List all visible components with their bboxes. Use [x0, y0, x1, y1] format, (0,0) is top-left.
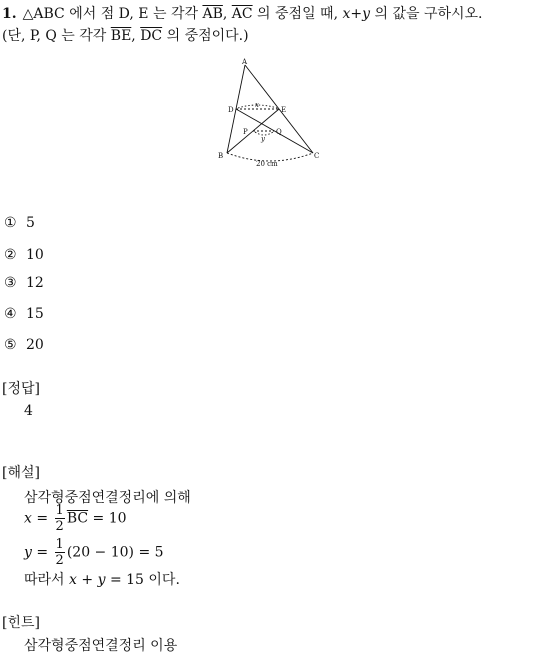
question-condition: [2, 25, 249, 45]
question-stem: [2, 3, 483, 23]
plus-sign: +: [350, 6, 363, 22]
choice-1[interactable]: [4, 215, 35, 231]
choice-mark: ⑤: [4, 337, 17, 353]
conclusion-text-1: 따라서: [24, 572, 70, 588]
var-y: y: [362, 6, 371, 22]
hint-heading: [힌트]: [2, 615, 40, 631]
segment-ab: $\overline{AB}$: [202, 6, 223, 22]
choice-mark: ③: [4, 275, 17, 291]
stem-text-1: △ABC 에서 점 D, E 는 각각: [22, 6, 203, 22]
eq3-rhs: (20 − 10) = 5: [66, 544, 164, 561]
fraction-half-1: $\frac{1}{2}$: [55, 503, 64, 534]
hint-text: 삼각형중점연결정리 이용: [24, 638, 178, 654]
fraction-half-2: $\frac{1}{2}$: [55, 537, 64, 568]
label-e: E: [281, 106, 287, 114]
segment-bc: $\overline{BC}$: [66, 510, 89, 527]
choice-mark: ②: [4, 247, 17, 263]
answer-value: 4: [24, 403, 33, 419]
question-number: 1.: [2, 6, 17, 22]
label-b: B: [218, 152, 224, 160]
eq2-lhs: x =: [24, 510, 53, 527]
explanation-line-2: [24, 504, 127, 533]
choice-value: 15: [26, 306, 44, 322]
cond-text-2: ,: [131, 28, 141, 44]
label-p: P: [243, 128, 248, 136]
stem-text-2: ,: [222, 6, 232, 22]
label-x: x: [255, 101, 259, 109]
choice-mark: ④: [4, 306, 17, 322]
conclusion-var-y: y: [97, 572, 106, 588]
choice-value: 5: [26, 215, 35, 231]
choice-5[interactable]: [4, 337, 44, 353]
choice-3[interactable]: [4, 275, 44, 291]
label-base: 20 cm: [256, 160, 278, 168]
stem-text-3: 의 중점일 때,: [252, 6, 343, 22]
label-d: D: [228, 106, 234, 114]
conclusion-plus: +: [76, 572, 98, 588]
explanation-line-3: [24, 538, 164, 567]
segment-dc: $\overline{DC}$: [140, 28, 163, 44]
conclusion-text-2: = 15 이다.: [105, 572, 180, 588]
explanation-heading: [해설]: [2, 465, 40, 481]
explanation-line-1: 삼각형중점연결정리에 의해: [24, 490, 191, 506]
label-q: Q: [276, 128, 282, 136]
answer-heading: [정답]: [2, 381, 40, 397]
choice-mark: ①: [4, 215, 17, 231]
eq2-rhs: = 10: [88, 510, 127, 527]
var-x: x: [342, 6, 351, 22]
segment-be: $\overline{BE}$: [110, 28, 132, 44]
segment-ac: $\overline{AC}$: [231, 6, 253, 22]
choice-value: 12: [26, 275, 44, 291]
stem-text-4: 의 값을 구하시오.: [370, 6, 483, 22]
eq3-lhs: y =: [24, 544, 53, 561]
choice-value: 20: [26, 337, 44, 353]
label-a: A: [242, 58, 248, 66]
choice-value: 10: [26, 247, 44, 263]
cond-text-1: (단, P, Q 는 각각: [2, 28, 111, 44]
label-y: y: [261, 135, 265, 143]
explanation-line-4: [24, 569, 180, 589]
choice-4[interactable]: [4, 306, 44, 322]
triangle-figure: [210, 55, 330, 170]
label-c: C: [314, 152, 320, 160]
conclusion-var-x: x: [69, 572, 77, 588]
choice-2[interactable]: [4, 247, 44, 263]
cond-text-3: 의 중점이다.): [162, 28, 249, 44]
